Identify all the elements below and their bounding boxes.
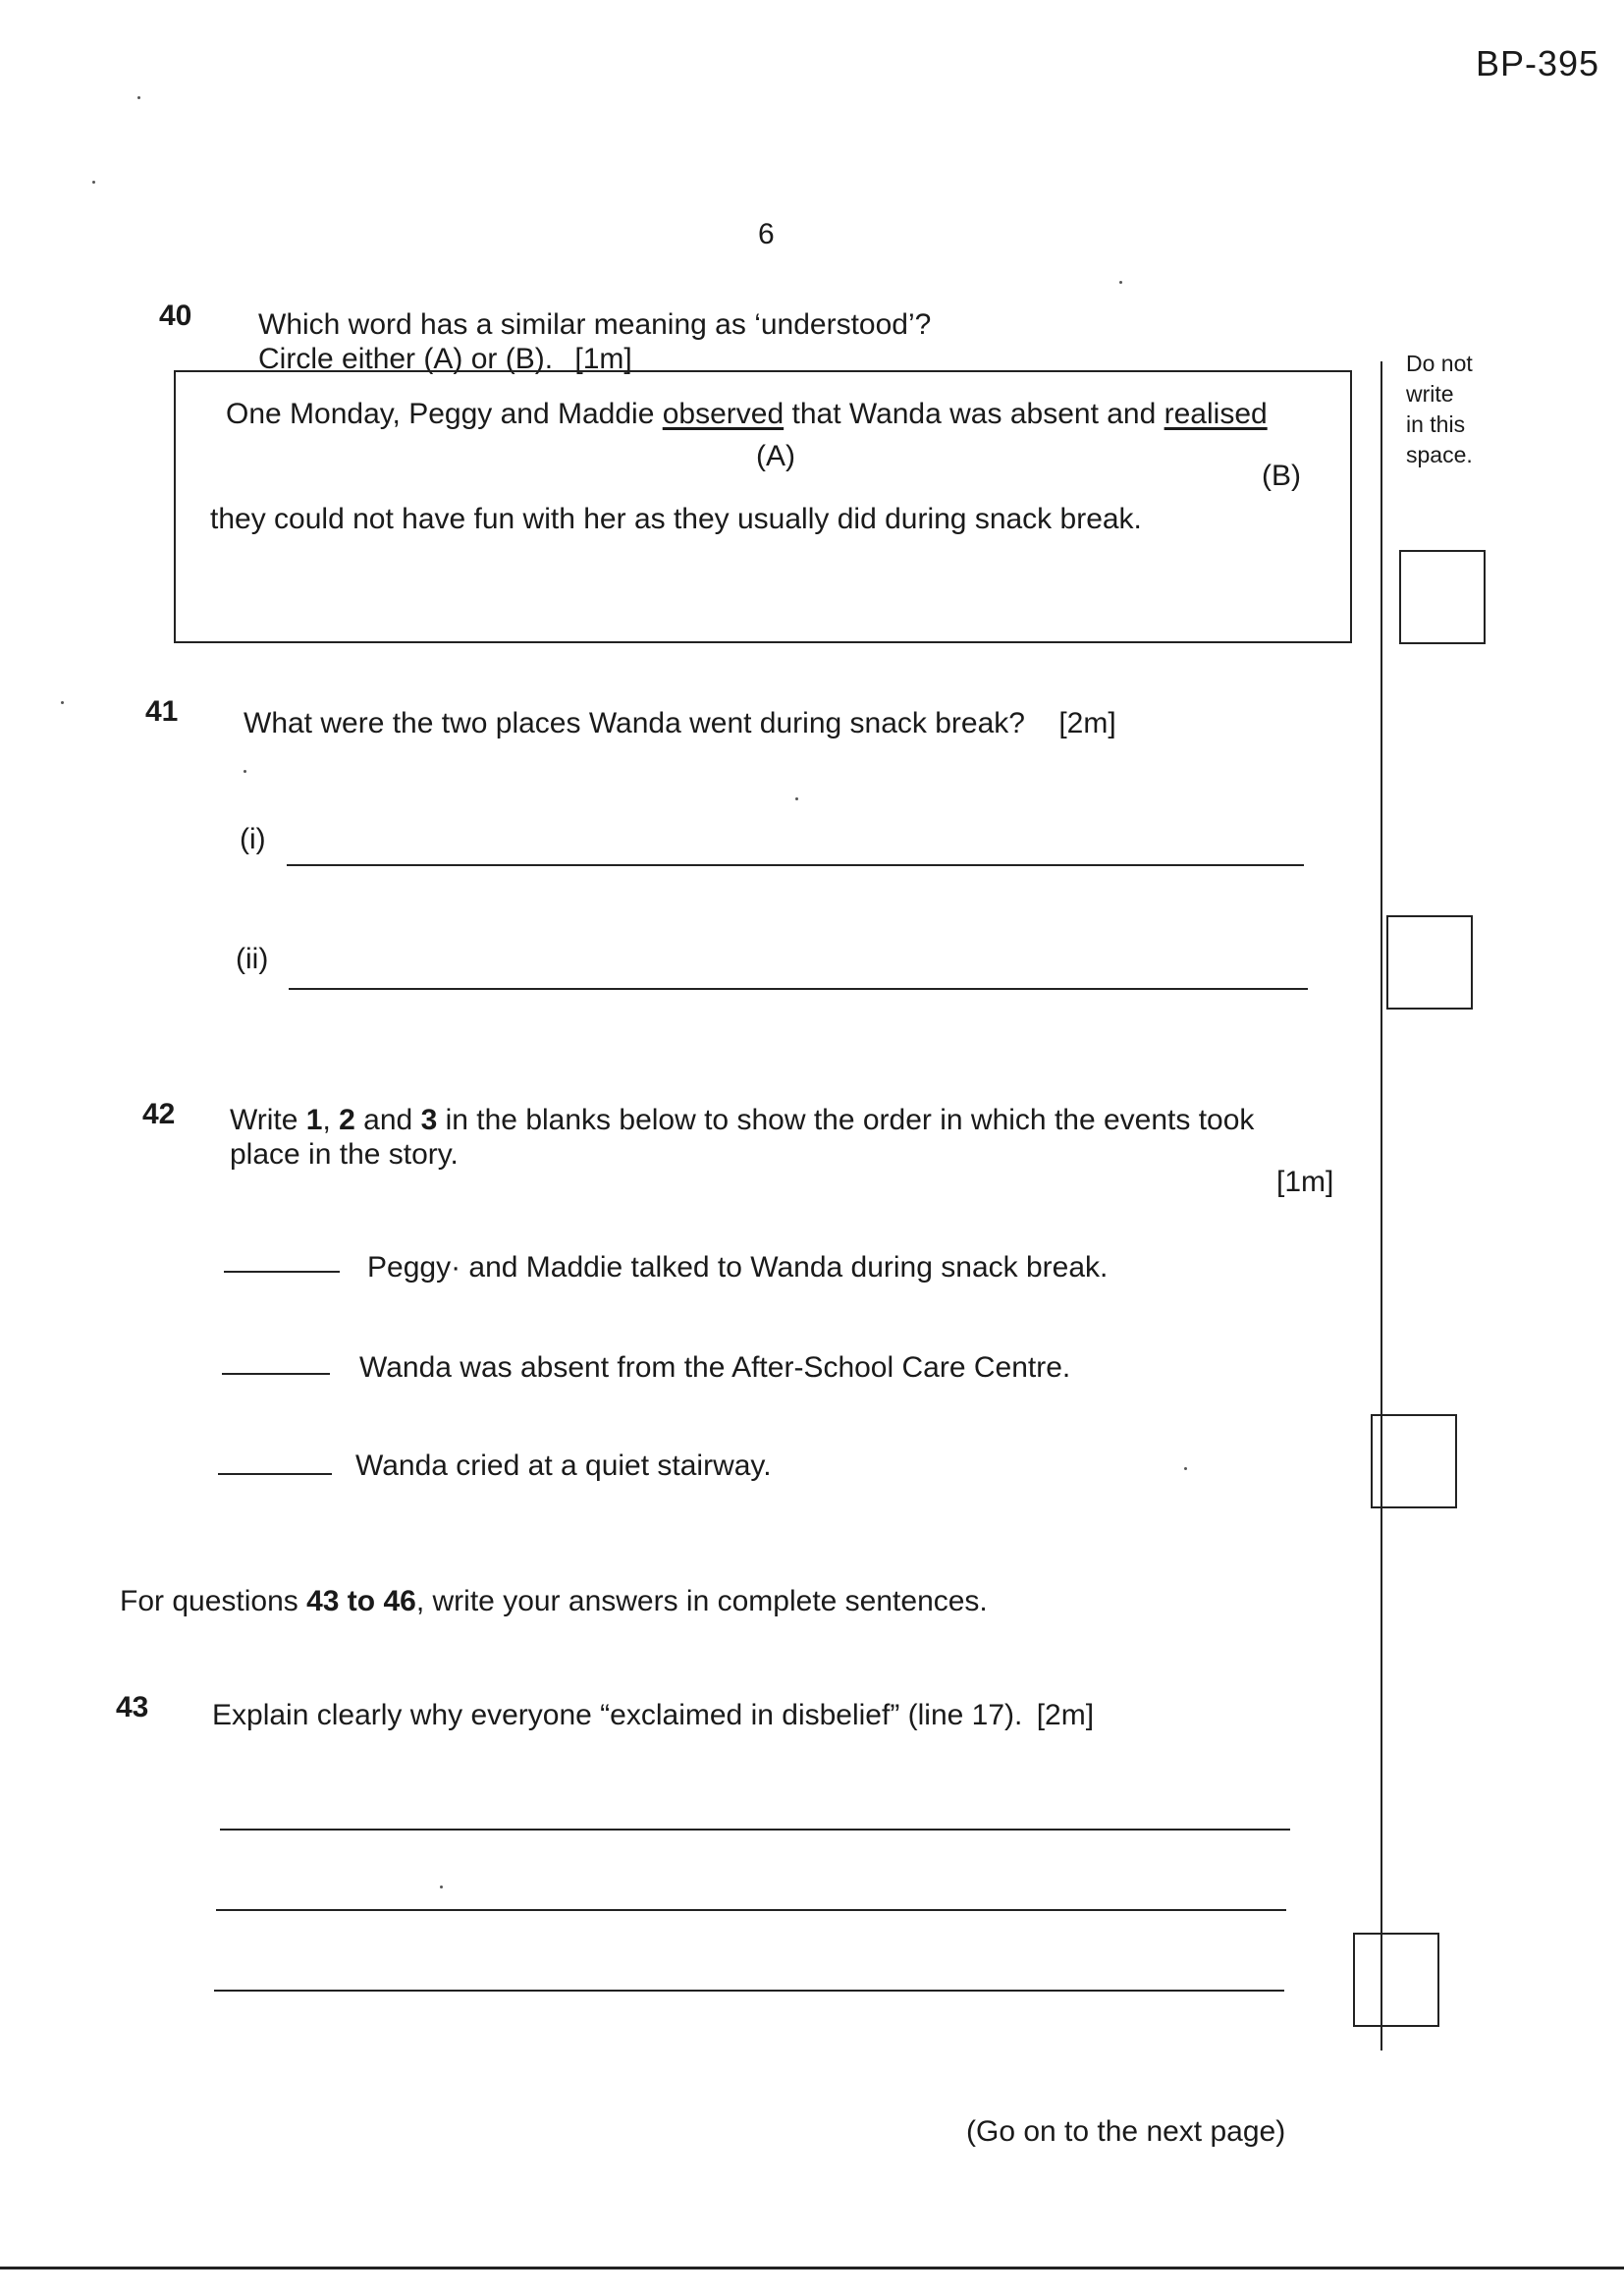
note-text: to [339, 1585, 384, 1617]
margin-note-line: space. [1406, 442, 1473, 467]
question-41-prompt [244, 705, 1116, 742]
margin-divider [1380, 361, 1382, 2050]
page-number: 6 [758, 218, 775, 250]
option-a-word[interactable]: observed [662, 398, 785, 430]
answer-label-i: (i) [240, 823, 266, 855]
margin-note-line: Do not [1406, 351, 1473, 376]
passage-text: that Wanda was absent and [784, 398, 1164, 430]
marks: [2m] [1036, 1699, 1095, 1731]
scan-speck [1184, 1467, 1187, 1470]
question-41-number: 41 [145, 695, 179, 728]
instruction-text: Circle either (A) or (B). [258, 343, 554, 375]
scan-speck [137, 96, 140, 99]
prompt-text: What were the two places Wanda went during snack break? [244, 707, 1025, 739]
page-code: BP-395 [1476, 43, 1600, 83]
question-42-prompt [230, 1102, 1254, 1139]
answer-label-ii: (ii) [236, 943, 269, 975]
question-40-prompt: Which word has a similar meaning as ‘understood’? [258, 308, 932, 341]
mark-box-q40[interactable] [1399, 550, 1486, 644]
passage-line-2: they could not have fun with her as they usually did during snack break. [210, 503, 1142, 535]
passage-line-1 [226, 396, 1268, 433]
scan-speck [1119, 281, 1122, 284]
answer-line[interactable] [220, 1829, 1290, 1831]
order-blank[interactable] [218, 1473, 332, 1475]
prompt-text: Explain clearly why everyone “exclaimed in disbelief” (line 17). [212, 1699, 1023, 1731]
question-42-number: 42 [142, 1098, 176, 1130]
scan-speck [440, 1886, 443, 1888]
question-43-prompt [212, 1697, 1094, 1734]
marks: [1m] [574, 343, 632, 375]
number-2: 2 [339, 1104, 355, 1136]
option-a-label[interactable]: (A) [756, 440, 795, 472]
margin-note-line: in this [1406, 411, 1466, 437]
section-instruction [120, 1583, 988, 1620]
question-from: 43 [306, 1585, 340, 1617]
answer-line-i[interactable] [287, 864, 1304, 866]
question-43-number: 43 [116, 1691, 149, 1723]
question-40-number: 40 [159, 300, 192, 332]
order-blank[interactable] [224, 1271, 340, 1273]
margin-note [1406, 349, 1494, 470]
event-item: Wanda was absent from the After-School Care Centre. [359, 1351, 1071, 1384]
scan-speck [795, 797, 798, 800]
event-item: Peggy· and Maddie talked to Wanda during snack break. [367, 1251, 1109, 1284]
marks: [2m] [1058, 707, 1116, 739]
prompt-text: in the blanks below to show the order in which the events took [437, 1104, 1255, 1136]
note-text: For questions [120, 1585, 307, 1617]
question-to: 46 [383, 1585, 416, 1617]
answer-line-ii[interactable] [289, 988, 1308, 990]
question-42-prompt-line-2: place in the story. [230, 1138, 459, 1171]
answer-line[interactable] [214, 1990, 1284, 1992]
margin-note-line: write [1406, 381, 1454, 407]
mark-box-q42[interactable] [1371, 1414, 1457, 1508]
option-b-word[interactable]: realised [1164, 398, 1268, 430]
question-42-marks: [1m] [1276, 1166, 1334, 1198]
event-item: Wanda cried at a quiet stairway. [355, 1449, 772, 1482]
option-b-label[interactable]: (B) [1262, 460, 1301, 492]
mark-box-q41[interactable] [1386, 915, 1473, 1010]
answer-line[interactable] [216, 1909, 1286, 1911]
number-3: 3 [420, 1104, 438, 1136]
scan-speck [61, 701, 64, 704]
scan-speck [244, 770, 246, 773]
scan-speck [92, 181, 95, 184]
continue-note: (Go on to the next page) [966, 2115, 1286, 2148]
passage-text: One Monday, Peggy and Maddie [226, 398, 663, 430]
prompt-text: Write [230, 1104, 306, 1136]
mark-box-q43[interactable] [1353, 1933, 1439, 2027]
number-1: 1 [305, 1104, 323, 1136]
page-bottom-rule [0, 2267, 1624, 2269]
prompt-text: and [354, 1104, 421, 1136]
note-text: , write your answers in complete sentences. [415, 1585, 988, 1617]
prompt-text: , [322, 1104, 340, 1136]
order-blank[interactable] [222, 1373, 330, 1375]
